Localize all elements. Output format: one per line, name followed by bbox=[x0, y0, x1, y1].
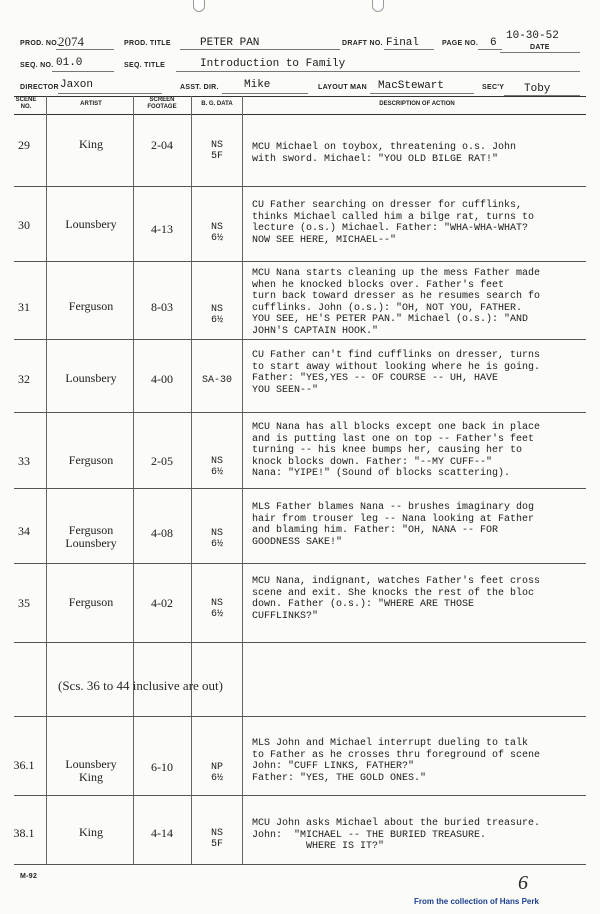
prod-no: 2074 bbox=[58, 34, 84, 49]
action-description: MCU Nana, indignant, watches Father's feet cross scene and exit. She knocks the rest of the bloc down. Father (o.s.): "WHERE ARE THOSE CUFFLINKS?" bbox=[252, 576, 541, 622]
scene-number: 35 bbox=[18, 596, 30, 610]
artist-name: Ferguson bbox=[68, 299, 114, 313]
bg-data: SA-30 bbox=[201, 375, 232, 386]
collection-credit: From the collection of Hans Perk bbox=[414, 897, 539, 906]
action-description: CU Father can't find cufflinks on dresser, turns to start away without looking where he is going. Father: "YES,YES -- OF COURSE -- UH, HAVE YOU SEEN--" bbox=[252, 350, 541, 396]
col-header-artist: ARTIST bbox=[80, 101, 102, 107]
scene-number: 34 bbox=[18, 524, 30, 538]
action-description: MCU Nana starts cleaning up the mess Father made when he knocked blocks over. Father's feet turn back toward dresser as he resumes search fo cufflinks. John (o.s.): "OH, NOT YOU, FATHER. YOU SEE, HE'S PETER PAN." Michael (o.s.): "AND JOHN'S CAPTAIN HOOK." bbox=[252, 268, 541, 337]
artist-name: Lounsbery bbox=[65, 371, 117, 385]
handwritten-page-number: 6 bbox=[518, 872, 528, 894]
artist-name: Ferguson bbox=[68, 595, 114, 609]
scene-number: 36.1 bbox=[13, 758, 35, 772]
seq-title: Introduction to Family bbox=[200, 58, 346, 70]
scene-number: 32 bbox=[18, 372, 30, 386]
screen-footage: 4-02 bbox=[151, 596, 173, 610]
page-no-label: PAGE NO. bbox=[442, 40, 479, 47]
binder-hole-left bbox=[193, 0, 205, 12]
screen-footage: 4-00 bbox=[151, 372, 173, 386]
date-label: DATE bbox=[530, 44, 550, 51]
scene-number: 38.1 bbox=[13, 826, 35, 840]
screen-footage: 4-08 bbox=[151, 526, 173, 540]
date: 10-30-52 bbox=[506, 30, 559, 42]
screen-footage: 6-10 bbox=[151, 760, 173, 774]
screen-footage: 8-03 bbox=[151, 300, 173, 314]
director-label: DIRECTOR bbox=[20, 84, 59, 91]
screen-footage: 2-05 bbox=[151, 454, 173, 468]
action-description: CU Father searching on dresser for cufflinks, thinks Michael called him a bilge rat, turns to lecture (o.s.) Michael. Father: "WHA-WHA-WHAT? NOW SEE HERE, MICHAEL--" bbox=[252, 200, 535, 246]
col-header-scene: SCENE NO. bbox=[15, 97, 37, 110]
bg-data: NS 6½ bbox=[210, 304, 223, 326]
artist-name: Lounsbery bbox=[65, 217, 117, 231]
scene-number: 33 bbox=[18, 454, 30, 468]
seq-title-label: SEQ. TITLE bbox=[124, 62, 166, 69]
page-no: 6 bbox=[490, 37, 497, 49]
bg-data: NS 6½ bbox=[210, 222, 223, 244]
seq-no-label: SEQ. NO. bbox=[20, 62, 54, 69]
layout-man: MacStewart bbox=[378, 80, 445, 92]
asst-dir-label: ASST. DIR. bbox=[180, 84, 219, 91]
draft-no-label: DRAFT NO. bbox=[342, 40, 383, 47]
binder-hole-right bbox=[372, 0, 384, 12]
screen-footage: 4-13 bbox=[151, 222, 173, 236]
screen-footage: 2-04 bbox=[151, 138, 173, 152]
bg-data: NS 6½ bbox=[210, 456, 223, 478]
bg-data: NS 5F bbox=[210, 140, 223, 162]
seq-no: 01.0 bbox=[56, 57, 83, 69]
action-description: MLS Father blames Nana -- brushes imaginary dog hair from trouser leg -- Nana looking at Father and blaming him. Father: "OH, NANA -- FOR GOODNESS SAKE!" bbox=[252, 502, 535, 548]
scene-number: 31 bbox=[18, 300, 30, 314]
prod-title-label: PROD. TITLE bbox=[124, 40, 171, 47]
asst-dir: Mike bbox=[244, 79, 271, 91]
bg-data: NS 6½ bbox=[210, 528, 223, 550]
action-description: MLS John and Michael interrupt dueling to talk to Father as he crosses thru foreground of scene John: "CUFF LINKS, FATHER?" Father: "YES, THE GOLD ONES." bbox=[252, 738, 541, 784]
col-header-footage: SCREEN FOOTAGE bbox=[147, 97, 177, 110]
artist-name: Lounsbery King bbox=[65, 757, 117, 784]
action-description: MCU John asks Michael about the buried treasure. John: "MICHAEL -- THE BURIED TREASURE. WHERE IS IT?" bbox=[252, 818, 541, 852]
omitted-scenes-note: (Scs. 36 to 44 inclusive are out) bbox=[58, 678, 223, 693]
action-description: MCU Nana has all blocks except one back in place and is putting last one on top -- Father's feet turning -- his knee bumps her, causing her to knock blocks down. Father: "--MY CUFF--" Nana: "YIPE!" (Sound of blocks scattering). bbox=[252, 422, 541, 479]
draft-no: Final bbox=[386, 37, 420, 49]
screen-footage: 4-14 bbox=[151, 826, 173, 840]
layout-man-label: LAYOUT MAN bbox=[318, 84, 368, 91]
prod-no-label: PROD. NO. bbox=[20, 40, 60, 47]
artist-name: King bbox=[79, 137, 103, 151]
scene-number: 30 bbox=[18, 218, 30, 232]
bg-data: NP 6½ bbox=[210, 762, 223, 784]
secy: Toby bbox=[524, 83, 551, 95]
prod-title: PETER PAN bbox=[200, 37, 260, 49]
col-header-description: DESCRIPTION OF ACTION bbox=[379, 101, 455, 107]
director: Jaxon bbox=[60, 79, 94, 91]
secy-label: SEC'Y bbox=[482, 84, 505, 91]
bg-data: NS 6½ bbox=[210, 598, 223, 620]
artist-name: Ferguson bbox=[68, 453, 114, 467]
artist-name: Ferguson Lounsbery bbox=[65, 523, 117, 550]
form-code: M-92 bbox=[20, 873, 38, 880]
col-header-bg-data: B. G. DATA bbox=[201, 101, 233, 107]
scene-number: 29 bbox=[18, 138, 30, 152]
action-description: MCU Michael on toybox, threatening o.s. John with sword. Michael: "YOU OLD BILGE RAT!" bbox=[252, 142, 517, 165]
artist-name: King bbox=[79, 825, 103, 839]
bg-data: NS 5F bbox=[210, 828, 223, 850]
